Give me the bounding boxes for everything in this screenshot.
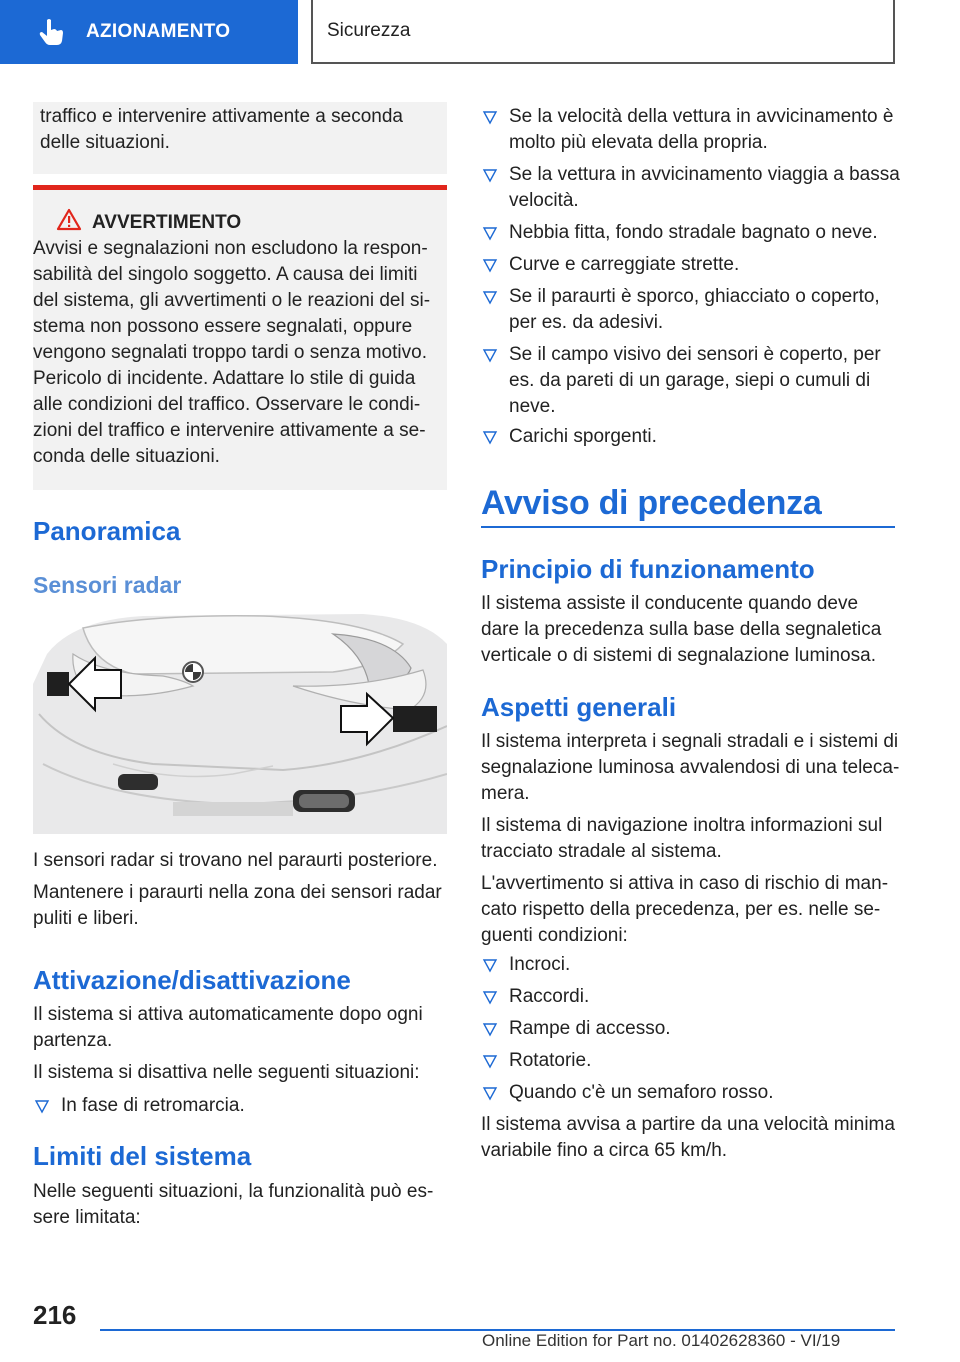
aspetti-line: L'avvertimento si attiva in caso di rischio di man- bbox=[481, 873, 889, 894]
warning-line: Avvisi e segnalazioni non escludono la respon- bbox=[33, 238, 428, 259]
triangle-bullet-icon bbox=[481, 984, 501, 1010]
list-item-text: In fase di retromarcia. bbox=[61, 1095, 245, 1116]
chapter-tab[interactable] bbox=[0, 0, 298, 64]
principio-line: verticale o di sistemi di segnalazione luminosa. bbox=[481, 645, 876, 666]
intro-line-1: traffico e intervenire attivamente a seconda bbox=[40, 106, 403, 127]
footer-edition: Online Edition for Part no. 01402628360 - VI/19 bbox=[482, 1331, 841, 1350]
aspetti-line: guenti condizioni: bbox=[481, 925, 628, 946]
heading-sensori-radar: Sensori radar bbox=[33, 572, 182, 598]
heading-rule bbox=[481, 526, 895, 528]
triangle-bullet-icon bbox=[481, 252, 501, 278]
list-item bbox=[481, 284, 880, 336]
sensori-text-1: I sensori radar si trovano nel paraurti posteriore. bbox=[33, 850, 438, 871]
limiti-text-b: sere limitata: bbox=[33, 1207, 141, 1228]
warning-line: del sistema, gli avvertimenti o le reazioni del si- bbox=[33, 290, 431, 311]
attivazione-text-1b: partenza. bbox=[33, 1030, 113, 1051]
triangle-bullet-icon bbox=[481, 1048, 501, 1074]
warning-line: Pericolo di incidente. Adattare lo stile di guida bbox=[33, 368, 416, 389]
list-item-text: Quando c'è un semaforo rosso. bbox=[509, 1082, 774, 1103]
triangle-bullet-icon bbox=[481, 342, 501, 368]
final-line: Il sistema avvisa a partire da una velocità minima bbox=[481, 1114, 895, 1135]
triangle-bullet-icon bbox=[481, 220, 501, 246]
heading-panoramica: Panoramica bbox=[33, 516, 181, 546]
aspetti-line: tracciato stradale al sistema. bbox=[481, 841, 722, 862]
chapter-label: AZIONAMENTO bbox=[86, 21, 231, 42]
list-item bbox=[481, 162, 900, 214]
triangle-bullet-icon bbox=[481, 424, 501, 450]
attivazione-text-1a: Il sistema si attiva automaticamente dopo ogni bbox=[33, 1004, 423, 1025]
list-item bbox=[33, 1093, 245, 1119]
list-item-text: Rampe di accesso. bbox=[509, 1018, 671, 1039]
limiti-text-a: Nelle seguenti situazioni, la funzionalità può es- bbox=[33, 1181, 434, 1202]
heading-attivazione: Attivazione/disattivazione bbox=[33, 965, 351, 995]
warning-line: stema non possono essere segnalati, oppure bbox=[33, 316, 413, 337]
principio-line: dare la precedenza sulla base della segnaletica bbox=[481, 619, 882, 640]
list-item bbox=[481, 252, 739, 278]
car-rear-illustration bbox=[33, 614, 447, 834]
aspetti-line: Il sistema interpreta i segnali stradali e i sistemi di bbox=[481, 731, 899, 752]
list-item-text: velocità. bbox=[509, 190, 579, 211]
list-item bbox=[481, 952, 570, 978]
list-item-text: molto più elevata della propria. bbox=[509, 132, 768, 153]
list-item bbox=[481, 424, 657, 450]
warning-line: vengono segnalati troppo tardi o senza motivo. bbox=[33, 342, 427, 363]
list-item bbox=[481, 342, 881, 420]
list-item-text: Nebbia fitta, fondo stradale bagnato o neve. bbox=[509, 222, 878, 243]
hand-pointer-icon bbox=[36, 17, 66, 47]
list-item-text: neve. bbox=[509, 396, 556, 417]
warning-line: conda delle situazioni. bbox=[33, 446, 220, 467]
section-label: Sicurezza bbox=[327, 20, 411, 41]
list-item-text: Raccordi. bbox=[509, 986, 590, 1007]
warning-line: alle condizioni del traffico. Osservare le condi- bbox=[33, 394, 421, 415]
list-item-text: Carichi sporgenti. bbox=[509, 426, 657, 447]
aspetti-line: mera. bbox=[481, 783, 530, 804]
aspetti-line: Il sistema di navigazione inoltra informazioni sul bbox=[481, 815, 883, 836]
principio-line: Il sistema assiste il conducente quando deve bbox=[481, 593, 859, 614]
heading-aspetti: Aspetti generali bbox=[481, 692, 677, 722]
warning-line: sabilità del singolo soggetto. A causa dei limiti bbox=[33, 264, 418, 285]
page-number: 216 bbox=[33, 1300, 77, 1330]
triangle-bullet-icon bbox=[33, 1093, 53, 1119]
aspetti-line: cato rispetto della precedenza, per es. nelle se- bbox=[481, 899, 881, 920]
warning-line: zioni del traffico e intervenire attivamente a se- bbox=[33, 420, 426, 441]
triangle-bullet-icon bbox=[481, 284, 501, 310]
triangle-bullet-icon bbox=[481, 1080, 501, 1106]
heading-avviso-precedenza: Avviso di precedenza bbox=[481, 484, 822, 522]
warning-triangle-icon bbox=[56, 208, 82, 231]
list-item bbox=[481, 1080, 774, 1106]
final-line: variabile fino a circa 65 km/h. bbox=[481, 1140, 728, 1161]
sensori-text-2b: puliti e liberi. bbox=[33, 908, 139, 929]
list-item-text: Curve e carreggiate strette. bbox=[509, 254, 740, 275]
triangle-bullet-icon bbox=[481, 104, 501, 130]
list-item-text: Se la vettura in avvicinamento viaggia a bassa bbox=[509, 164, 900, 185]
attivazione-text-2: Il sistema si disattiva nelle seguenti situazioni: bbox=[33, 1062, 420, 1083]
list-item-text: Rotatorie. bbox=[509, 1050, 592, 1071]
list-item bbox=[481, 1048, 591, 1074]
aspetti-line: segnalazione luminosa avvalendosi di una teleca- bbox=[481, 757, 900, 778]
triangle-bullet-icon bbox=[481, 162, 501, 188]
list-item bbox=[481, 220, 878, 246]
list-item-text: Incroci. bbox=[509, 954, 571, 975]
list-item-text: Se il campo visivo dei sensori è coperto, per bbox=[509, 344, 881, 365]
list-item bbox=[481, 104, 893, 156]
intro-line-2: delle situazioni. bbox=[40, 132, 170, 153]
heading-principio: Principio di funzionamento bbox=[481, 554, 815, 584]
warning-title: AVVERTIMENTO bbox=[92, 212, 242, 233]
list-item-text: per es. da adesivi. bbox=[509, 312, 664, 333]
heading-limiti: Limiti del sistema bbox=[33, 1141, 252, 1171]
triangle-bullet-icon bbox=[481, 1016, 501, 1042]
triangle-bullet-icon bbox=[481, 952, 501, 978]
sensori-text-2a: Mantenere i paraurti nella zona dei sensori radar bbox=[33, 882, 442, 903]
list-item bbox=[481, 1016, 671, 1042]
list-item-text: Se il paraurti è sporco, ghiacciato o coperto, bbox=[509, 286, 880, 307]
list-item-text: Se la velocità della vettura in avvicinamento è bbox=[509, 106, 894, 127]
list-item-text: es. da pareti di un garage, siepi o cumuli di bbox=[509, 370, 871, 391]
list-item bbox=[481, 984, 589, 1010]
section-title bbox=[311, 0, 895, 64]
